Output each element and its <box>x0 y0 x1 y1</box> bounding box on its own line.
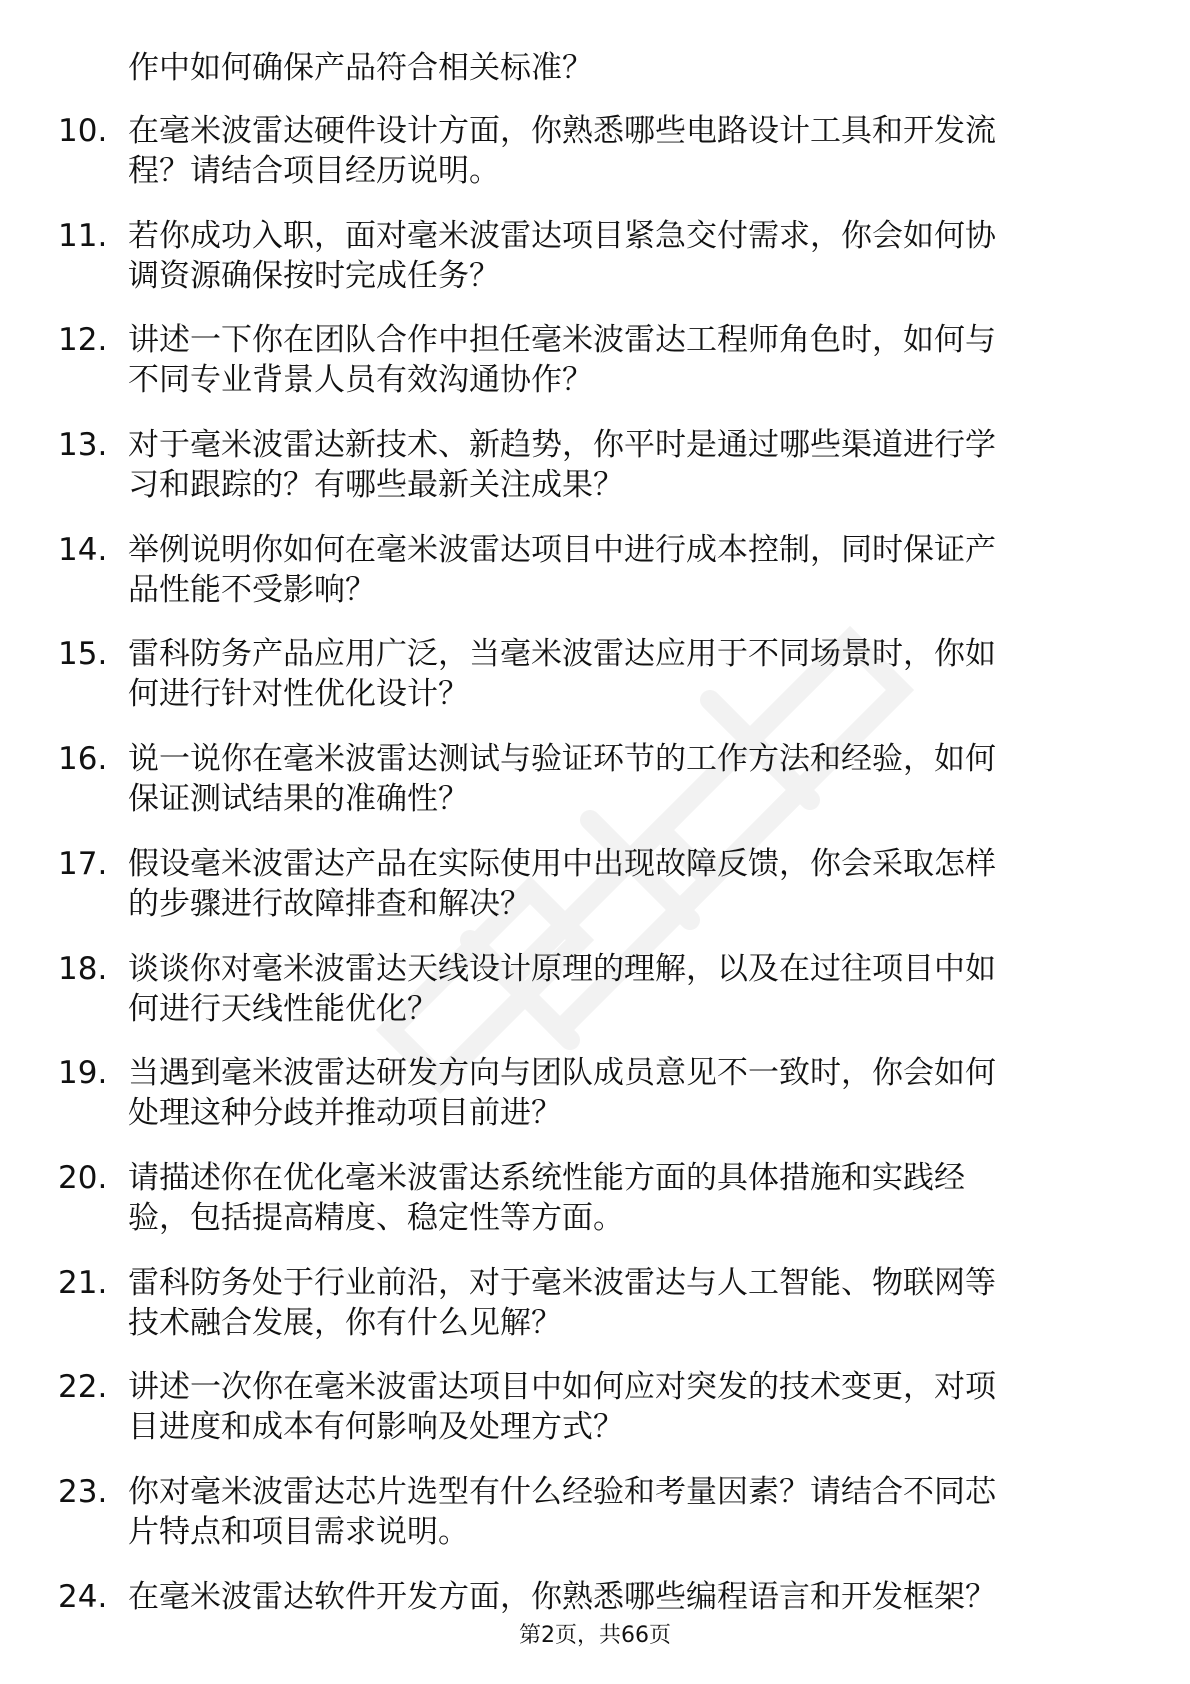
question-list <box>0 111 1190 1681</box>
question-text <box>128 844 1128 924</box>
question-item <box>0 216 1190 321</box>
question-text-line: 雷科防务处于行业前沿，对于毫米波雷达与人工智能、物联网等 <box>128 1264 996 1301</box>
question-text <box>128 320 1128 400</box>
question-number: 21. <box>58 1264 108 1301</box>
question-number: 11. <box>58 217 108 254</box>
question-number: 18. <box>58 950 108 987</box>
question-number: 12. <box>58 322 108 359</box>
question-number: 23. <box>58 1473 108 1510</box>
question-text <box>128 1158 1128 1238</box>
question-text <box>128 634 1128 714</box>
question-item <box>0 634 1190 739</box>
question-item <box>0 739 1190 844</box>
question-number: 20. <box>58 1159 108 1196</box>
question-text <box>128 949 1128 1029</box>
question-text <box>128 111 1128 191</box>
question-text-line: 请描述你在优化毫米波雷达系统性能方面的具体措施和实践经 <box>128 1159 965 1196</box>
question-text-line: 何进行针对性优化设计？ <box>128 676 469 713</box>
question-number: 17. <box>58 845 108 882</box>
question-text-line: 在毫米波雷达硬件设计方面，你熟悉哪些电路设计工具和开发流 <box>128 113 996 149</box>
question-text-line: 习和跟踪的？有哪些最新关注成果？ <box>128 467 624 504</box>
question-text <box>128 1577 1128 1617</box>
question-text <box>128 1472 1128 1552</box>
question-item <box>0 1263 1190 1368</box>
question-text-line: 谈谈你对毫米波雷达天线设计原理的理解，以及在过往项目中如 <box>128 950 996 987</box>
question-text-line: 调资源确保按时完成任务？ <box>128 257 500 294</box>
question-text-line: 你对毫米波雷达芯片选型有什么经验和考量因素？请结合不同芯 <box>128 1473 996 1510</box>
question-text <box>128 739 1128 819</box>
question-text-line: 何进行天线性能优化？ <box>128 990 438 1027</box>
question-text-line: 当遇到毫米波雷达研发方向与团队成员意见不一致时，你会如何 <box>128 1055 996 1092</box>
continued-question-text: 作中如何确保产品符合相关标准？ <box>128 50 593 86</box>
question-text-line: 雷科防务产品应用广泛，当毫米波雷达应用于不同场景时，你如 <box>128 636 996 673</box>
question-text <box>128 530 1128 610</box>
question-text-line: 讲述一下你在团队合作中担任毫米波雷达工程师角色时，如何与 <box>128 322 996 359</box>
question-number: 14. <box>58 531 108 568</box>
question-text-line: 在毫米波雷达软件开发方面，你熟悉哪些编程语言和开发框架？ <box>128 1578 996 1615</box>
question-number: 24. <box>58 1578 108 1615</box>
question-text-line: 说一说你在毫米波雷达测试与验证环节的工作方法和经验，如何 <box>128 741 996 778</box>
question-text-line: 验，包括提高精度、稳定性等方面。 <box>128 1199 624 1236</box>
question-item <box>0 530 1190 635</box>
question-number: 10. <box>58 113 108 149</box>
question-text-line: 技术融合发展，你有什么见解？ <box>128 1304 562 1341</box>
question-number: 13. <box>58 427 108 464</box>
question-number: 19. <box>58 1055 108 1092</box>
question-item <box>0 1367 1190 1472</box>
question-item <box>0 111 1190 216</box>
question-text-line: 保证测试结果的准确性？ <box>128 781 469 818</box>
question-text-line: 目进度和成本有何影响及处理方式？ <box>128 1409 624 1446</box>
question-text-line: 假设毫米波雷达产品在实际使用中出现故障反馈，你会采取怎样 <box>128 845 996 882</box>
question-text-line: 的步骤进行故障排查和解决？ <box>128 885 531 922</box>
question-number: 16. <box>58 741 108 778</box>
question-text-line: 举例说明你如何在毫米波雷达项目中进行成本控制，同时保证产 <box>128 531 996 568</box>
question-text-line: 片特点和项目需求说明。 <box>128 1513 469 1550</box>
question-text <box>128 425 1128 505</box>
question-item <box>0 320 1190 425</box>
question-number: 22. <box>58 1369 108 1406</box>
question-text-line: 程？请结合项目经历说明。 <box>128 153 500 189</box>
question-number: 15. <box>58 636 108 673</box>
question-text-line: 若你成功入职，面对毫米波雷达项目紧急交付需求，你会如何协 <box>128 217 996 254</box>
question-item <box>0 949 1190 1054</box>
question-text-line: 不同专业背景人员有效沟通协作？ <box>128 362 593 399</box>
page-footer: 第2页，共66页 <box>519 1623 671 1648</box>
question-item <box>0 1053 1190 1158</box>
question-text <box>128 1263 1128 1343</box>
question-item <box>0 1158 1190 1263</box>
question-text-line: 对于毫米波雷达新技术、新趋势，你平时是通过哪些渠道进行学 <box>128 427 996 464</box>
question-text <box>128 1053 1128 1133</box>
question-item <box>0 425 1190 530</box>
question-text-line: 品性能不受影响？ <box>128 571 376 608</box>
question-item <box>0 1472 1190 1577</box>
question-text <box>128 1367 1128 1447</box>
question-text-line: 讲述一次你在毫米波雷达项目中如何应对突发的技术变更，对项 <box>128 1369 996 1406</box>
question-text-line: 处理这种分歧并推动项目前进？ <box>128 1095 562 1132</box>
question-item <box>0 844 1190 949</box>
question-text <box>128 216 1128 296</box>
